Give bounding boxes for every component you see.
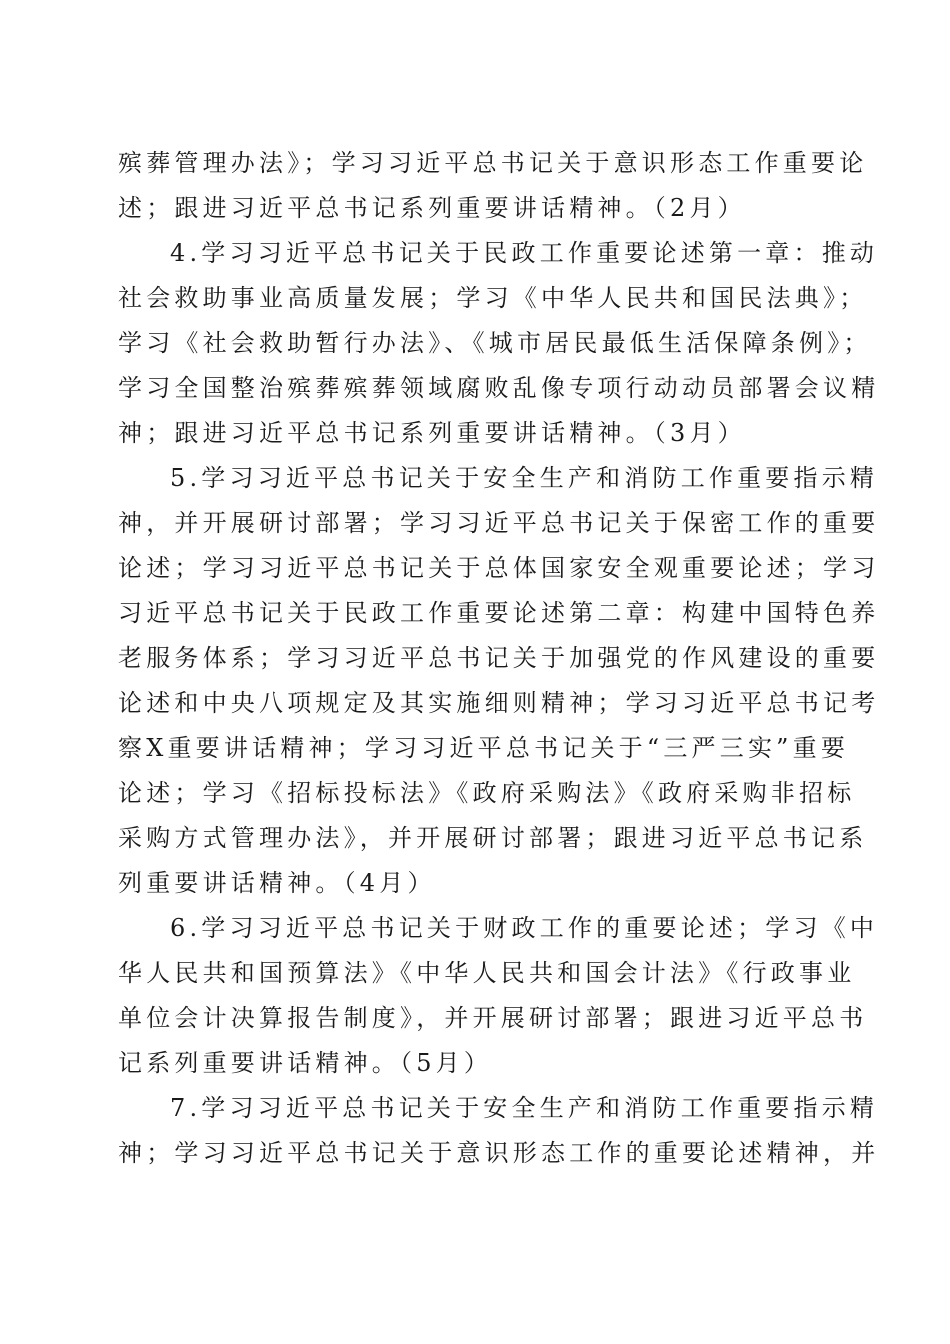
text-line: 习近平总书记关于民政工作重要论述第二章：构建中国特色养 [118,599,880,627]
document-body [118,141,880,1176]
text-line: 记系列重要讲话精神。（5月） [118,1049,493,1077]
text-line: 单位会计决算报告制度》，并开展研讨部署；跟进习近平总书 [118,1004,868,1032]
text-line: 殡葬管理办法》；学习习近平总书记关于意识形态工作重要论 [118,149,868,177]
text-line: 采购方式管理办法》，并开展研讨部署；跟进习近平总书记系 [118,824,868,852]
text-line: 列重要讲话精神。（4月） [118,869,436,897]
text-line: 学习全国整治殡葬殡葬领域腐败乱像专项行动动员部署会议精 [118,374,880,402]
text-line: 社会救助事业高质量发展；学习《中华人民共和国民法典》； [118,284,868,312]
text-line: 述；跟进习近平总书记系列重要讲话精神。（2月） [118,194,746,222]
text-line: 论述；学习《招标投标法》《政府采购法》《政府采购非招标 [118,779,856,807]
text-line: 老服务体系；学习习近平总书记关于加强党的作风建设的重要 [118,644,880,672]
text-line: 6.学习习近平总书记关于财政工作的重要论述；学习《中 [170,914,879,942]
text-line: 5.学习习近平总书记关于安全生产和消防工作重要指示精 [170,464,879,492]
text-line: 论述和中央八项规定及其实施细则精神；学习习近平总书记考 [118,689,880,717]
text-line: 论述；学习习近平总书记关于总体国家安全观重要论述；学习 [118,554,880,582]
text-line: 察X重要讲话精神；学习习近平总书记关于“三严三实”重要 [118,734,850,762]
text-line: 神；学习习近平总书记关于意识形态工作的重要论述精神，并 [118,1139,880,1167]
text-line: 7.学习习近平总书记关于安全生产和消防工作重要指示精 [170,1094,879,1122]
text-line: 华人民共和国预算法》《中华人民共和国会计法》《行政事业 [118,959,856,987]
text-line: 神，并开展研讨部署；学习习近平总书记关于保密工作的重要 [118,509,880,537]
text-line: 学习《社会救助暂行办法》、《城市居民最低生活保障条例》； [118,329,872,357]
text-line: 神；跟进习近平总书记系列重要讲话精神。（3月） [118,419,746,447]
text-line: 4.学习习近平总书记关于民政工作重要论述第一章：推动 [170,239,879,267]
